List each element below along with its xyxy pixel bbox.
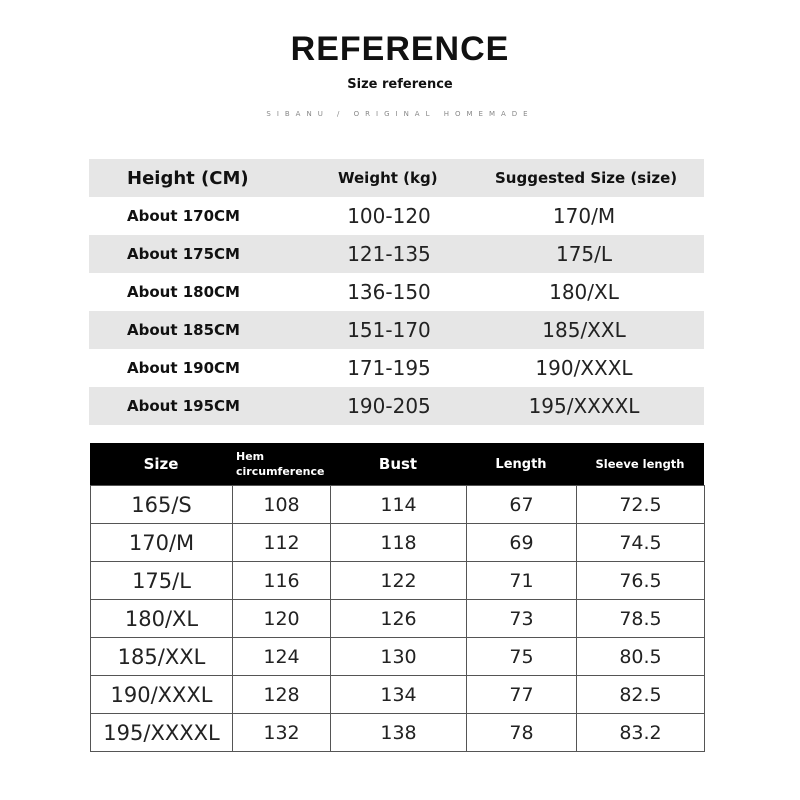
hem-cell: 116 bbox=[233, 562, 331, 600]
sleeve-cell: 80.5 bbox=[577, 638, 705, 676]
weight-cell: 190-205 bbox=[347, 394, 431, 418]
header-hem-circumference: Hem circumference bbox=[236, 450, 325, 478]
weight-cell: 121-135 bbox=[347, 242, 431, 266]
header-suggested-size: Suggested Size (size) bbox=[495, 169, 678, 187]
length-cell: 77 bbox=[467, 676, 577, 714]
table-row bbox=[89, 349, 704, 387]
size-cell: 170/M bbox=[91, 524, 233, 562]
sleeve-cell: 82.5 bbox=[577, 676, 705, 714]
table-row bbox=[91, 524, 705, 562]
hem-cell: 108 bbox=[233, 486, 331, 524]
length-cell: 69 bbox=[467, 524, 577, 562]
hem-cell: 132 bbox=[233, 714, 331, 752]
page-title: REFERENCE bbox=[290, 30, 510, 68]
sleeve-cell: 72.5 bbox=[577, 486, 705, 524]
table-row bbox=[91, 562, 705, 600]
size-cell: 180/XL bbox=[91, 600, 233, 638]
table-row bbox=[89, 197, 704, 235]
header-length: Length bbox=[495, 456, 547, 472]
table-row bbox=[91, 638, 705, 676]
table-row bbox=[91, 600, 705, 638]
bust-cell: 138 bbox=[331, 714, 467, 752]
table-row bbox=[91, 714, 705, 752]
sleeve-cell: 76.5 bbox=[577, 562, 705, 600]
height-cell: About 170CM bbox=[127, 207, 240, 225]
size-cell: 195/XXXXL bbox=[91, 714, 233, 752]
weight-cell: 171-195 bbox=[347, 356, 431, 380]
weight-size-table bbox=[89, 159, 704, 425]
size-cell: 190/XXXL bbox=[535, 356, 633, 380]
size-cell: 190/XXXL bbox=[91, 676, 233, 714]
sleeve-cell: 74.5 bbox=[577, 524, 705, 562]
bust-cell: 114 bbox=[331, 486, 467, 524]
size-cell: 175/L bbox=[555, 242, 613, 266]
weight-table-header bbox=[89, 159, 704, 197]
size-cell: 195/XXXXL bbox=[528, 394, 640, 418]
length-cell: 78 bbox=[467, 714, 577, 752]
height-cell: About 175CM bbox=[127, 245, 240, 263]
header-sleeve-length: Sleeve length bbox=[595, 457, 685, 471]
hem-cell: 128 bbox=[233, 676, 331, 714]
length-cell: 73 bbox=[467, 600, 577, 638]
header-bust: Bust bbox=[378, 455, 418, 473]
bust-cell: 130 bbox=[331, 638, 467, 676]
sleeve-cell: 78.5 bbox=[577, 600, 705, 638]
height-cell: About 185CM bbox=[127, 321, 240, 339]
height-cell: About 190CM bbox=[127, 359, 240, 377]
brand-tagline: SIBANU / ORIGINAL HOMEMADE bbox=[266, 110, 534, 118]
measurement-table bbox=[90, 443, 704, 752]
size-cell: 175/L bbox=[91, 562, 233, 600]
measurement-grid bbox=[90, 485, 705, 752]
weight-cell: 136-150 bbox=[347, 280, 431, 304]
bust-cell: 118 bbox=[331, 524, 467, 562]
length-cell: 75 bbox=[467, 638, 577, 676]
size-cell: 165/S bbox=[91, 486, 233, 524]
hem-cell: 112 bbox=[233, 524, 331, 562]
header-size: Size bbox=[143, 455, 179, 473]
measurement-table-header bbox=[90, 443, 704, 485]
weight-cell: 100-120 bbox=[347, 204, 431, 228]
size-cell: 185/XXL bbox=[542, 318, 626, 342]
height-cell: About 195CM bbox=[127, 397, 240, 415]
table-row bbox=[91, 486, 705, 524]
hem-cell: 120 bbox=[233, 600, 331, 638]
size-cell: 185/XXL bbox=[91, 638, 233, 676]
sleeve-cell: 83.2 bbox=[577, 714, 705, 752]
table-row bbox=[91, 676, 705, 714]
table-row bbox=[89, 235, 704, 273]
length-cell: 67 bbox=[467, 486, 577, 524]
weight-cell: 151-170 bbox=[347, 318, 431, 342]
height-cell: About 180CM bbox=[127, 283, 240, 301]
table-row bbox=[89, 311, 704, 349]
table-row bbox=[89, 387, 704, 425]
bust-cell: 122 bbox=[331, 562, 467, 600]
page-subtitle: Size reference bbox=[347, 77, 453, 92]
length-cell: 71 bbox=[467, 562, 577, 600]
bust-cell: 126 bbox=[331, 600, 467, 638]
header-height: Height (CM) bbox=[127, 167, 249, 189]
size-cell: 170/M bbox=[552, 204, 616, 228]
size-cell: 180/XL bbox=[549, 280, 619, 304]
hem-cell: 124 bbox=[233, 638, 331, 676]
header-weight: Weight (kg) bbox=[338, 169, 438, 187]
bust-cell: 134 bbox=[331, 676, 467, 714]
table-row bbox=[89, 273, 704, 311]
